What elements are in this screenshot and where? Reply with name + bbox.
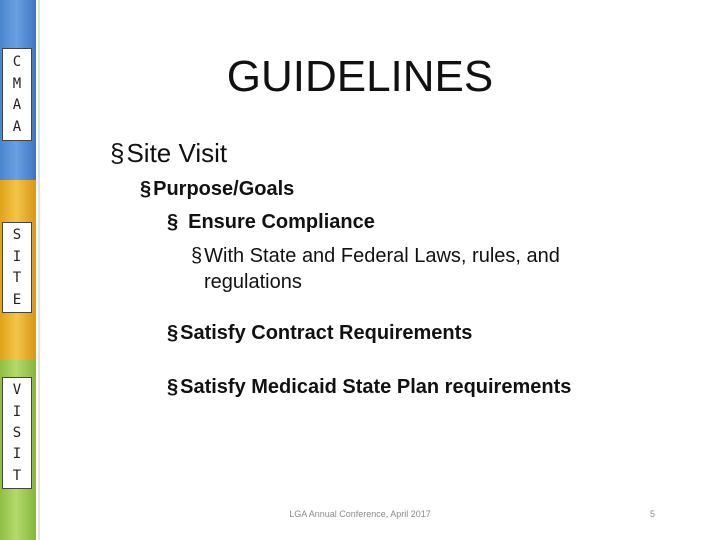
sidebar-divider: [38, 0, 40, 540]
footer-conference: LGA Annual Conference, April 2017: [289, 509, 431, 519]
bullet-marker-icon: §: [167, 376, 179, 398]
page-number: 5: [650, 509, 656, 519]
bullet-text: Site Visit: [126, 138, 228, 168]
bullet-marker-icon: §: [110, 138, 125, 168]
bullet-level-3: [167, 376, 571, 399]
sidebar-letter: E: [12, 291, 22, 308]
sidebar-letter: S: [12, 227, 22, 244]
bullet-text: Purpose/Goals: [153, 178, 295, 200]
bullet-level-3: [167, 322, 472, 345]
sidebar: [0, 0, 36, 540]
sidebar-letter: M: [12, 75, 22, 92]
sidebar-label-cmaa: [2, 48, 32, 141]
bullet-level-3: [167, 211, 375, 234]
bullet-level-4: [191, 245, 560, 268]
sidebar-label-visit: [2, 377, 32, 489]
sidebar-letter: A: [12, 119, 22, 136]
sidebar-label-site: [2, 222, 32, 313]
sidebar-letter: I: [12, 446, 22, 463]
bullet-text: Ensure Compliance: [188, 211, 375, 233]
bullet-level-2: [140, 178, 294, 201]
slide-title: GUIDELINES: [226, 52, 494, 101]
bullet-text: With State and Federal Laws, rules, and: [204, 245, 560, 267]
bullet-marker-icon: §: [191, 245, 203, 267]
bullet-marker-icon: §: [140, 178, 152, 200]
bullet-text: Satisfy Contract Requirements: [180, 322, 473, 344]
bullet-level-1: [110, 138, 227, 169]
sidebar-letter: A: [12, 97, 22, 114]
bullet-marker-icon: §: [167, 322, 179, 344]
bullet-marker-icon: §: [167, 211, 179, 233]
bullet-continuation: regulations: [204, 271, 302, 293]
sidebar-letter: S: [12, 424, 22, 441]
sidebar-letter: V: [12, 382, 22, 399]
sidebar-letter: I: [12, 403, 22, 420]
sidebar-letter: I: [12, 248, 22, 265]
sidebar-letter: C: [12, 53, 22, 70]
sidebar-letter: T: [12, 467, 22, 484]
bullet-text: Satisfy Medicaid State Plan requirements: [180, 376, 572, 398]
sidebar-letter: T: [12, 270, 22, 287]
